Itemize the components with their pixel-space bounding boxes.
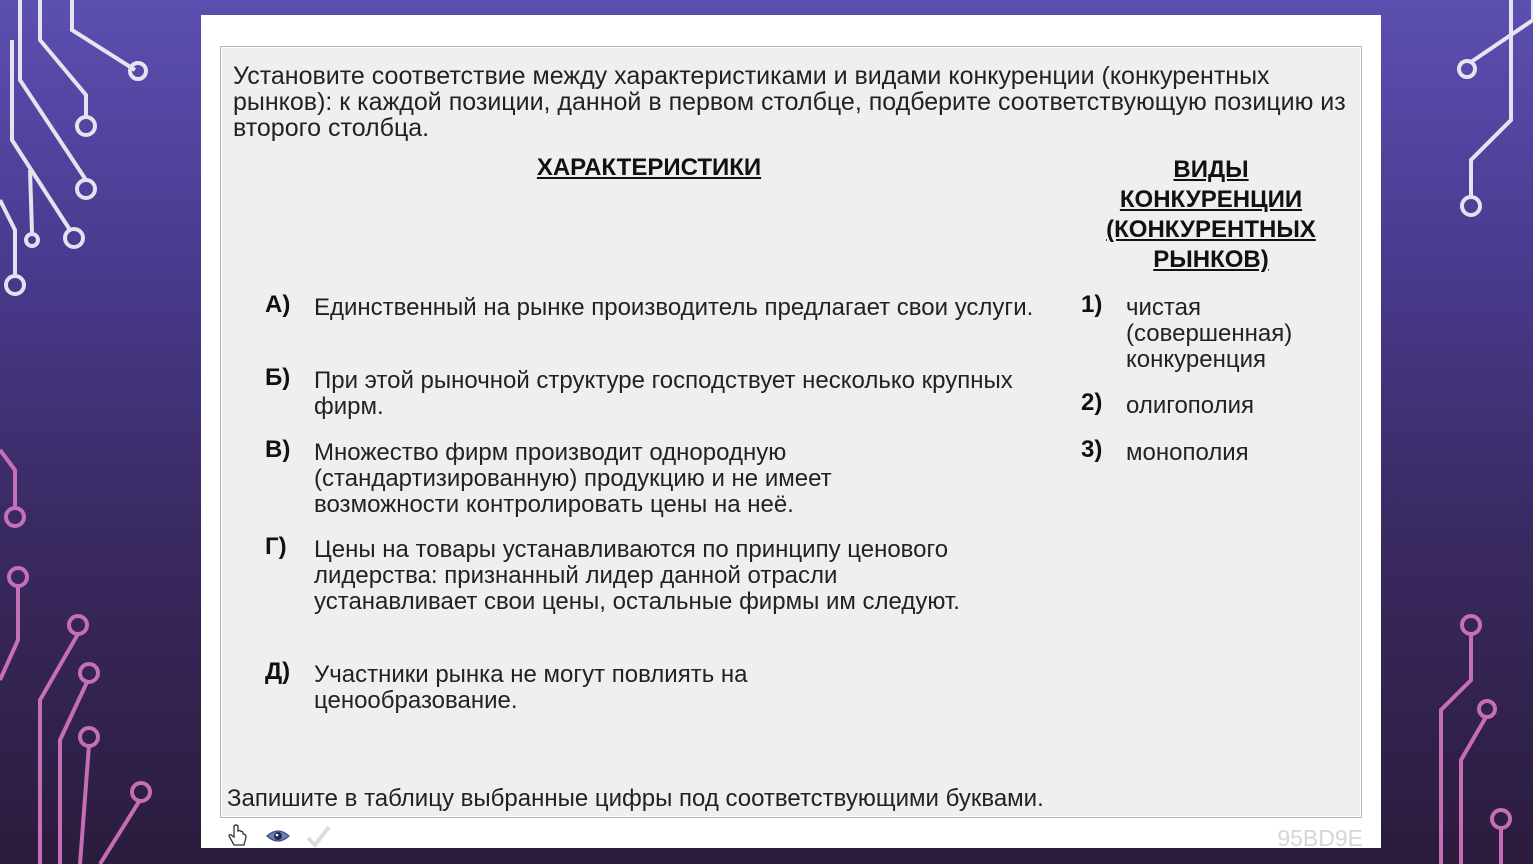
option-text: олигополия bbox=[1126, 392, 1255, 419]
characteristics-header: ХАРАКТЕРИСТИКИ bbox=[536, 154, 762, 181]
circuit-decoration-right bbox=[1381, 0, 1533, 864]
hand-pointer-icon[interactable] bbox=[225, 823, 251, 849]
option-text: чистая (совершенная) конкуренция bbox=[1126, 294, 1293, 373]
characteristic-letter: Г) bbox=[265, 533, 287, 560]
option-number: 2) bbox=[1081, 389, 1103, 416]
task-panel bbox=[220, 46, 1362, 818]
characteristic-text: Множество фирм производит однородную (стандартизированную) продукцию и не имеет возможности контролировать цены на неё. bbox=[314, 439, 832, 518]
characteristic-text: Цены на товары устанавливаются по принципу ценового лидерства: признанный лидер данной отрасли устанавливает свои цены, остальные фирмы им следуют. bbox=[314, 536, 960, 615]
circuit-decoration-left bbox=[0, 0, 200, 864]
characteristic-letter: А) bbox=[265, 291, 291, 318]
task-slide bbox=[201, 15, 1381, 851]
option-text: монополия bbox=[1126, 439, 1249, 466]
characteristic-text: Единственный на рынке производитель предлагает свои услуги. bbox=[314, 294, 1034, 321]
eye-icon[interactable] bbox=[265, 823, 291, 849]
option-number: 1) bbox=[1081, 291, 1103, 318]
answer-instruction: Запишите в таблицу выбранные цифры под соответствующими буквами. bbox=[227, 785, 1044, 812]
characteristic-letter: В) bbox=[265, 436, 291, 463]
checkmark-icon[interactable] bbox=[305, 823, 331, 849]
characteristic-letter: Б) bbox=[265, 364, 291, 391]
characteristic-text: При этой рыночной структуре господствует несколько крупных фирм. bbox=[314, 367, 1013, 420]
task-instruction: Установите соответствие между характеристиками и видами конкуренции (конкурентных рынков): к каждой позиции, данной в первом столбце, подберите соответствующую позицию из второго столбца. bbox=[233, 62, 1346, 142]
toolbar bbox=[225, 823, 331, 849]
characteristic-letter: Д) bbox=[265, 658, 291, 685]
option-number: 3) bbox=[1081, 436, 1103, 463]
competition-types-header: ВИДЫ КОНКУРЕНЦИИ (КОНКУРЕНТНЫХ РЫНКОВ) bbox=[1106, 156, 1316, 273]
task-code: 95BD9E bbox=[1277, 825, 1363, 851]
characteristic-text: Участники рынка не могут повлиять на ценообразование. bbox=[314, 661, 748, 714]
